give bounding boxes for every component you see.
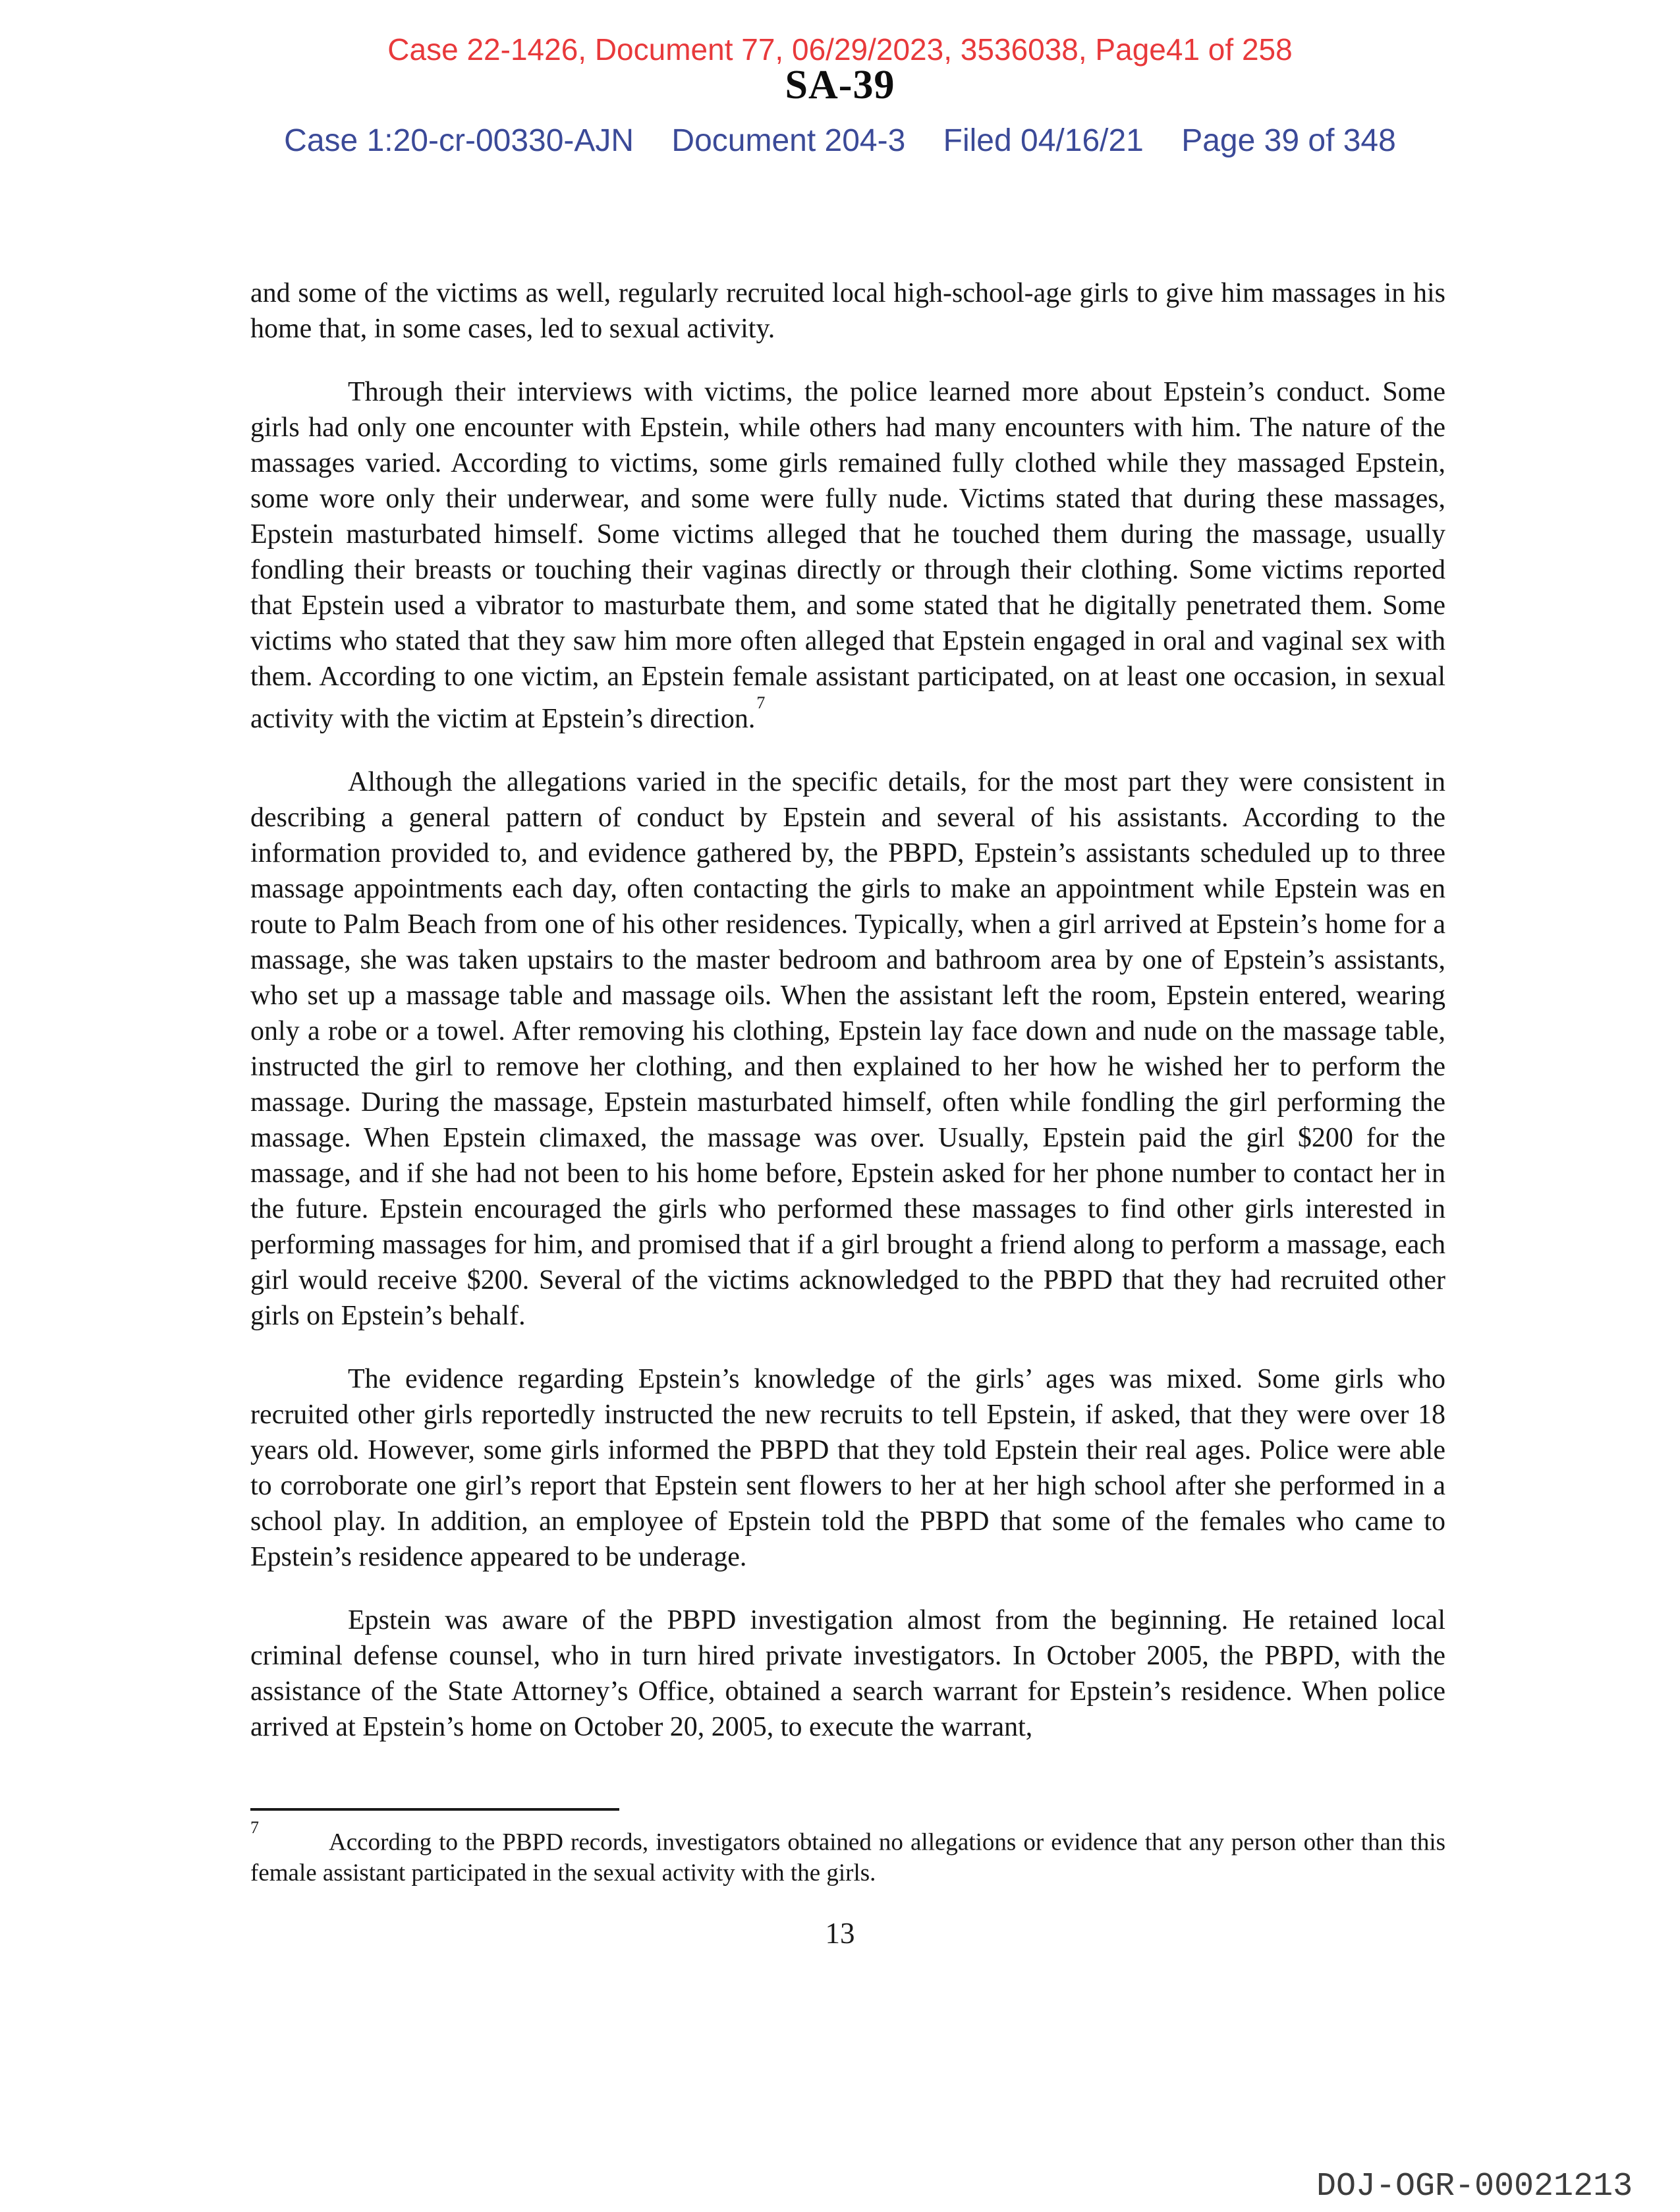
district-case-header — [0, 124, 1680, 159]
paragraph-allegations — [250, 764, 1445, 1334]
footnote — [250, 1820, 1445, 1888]
page-number: 13 — [825, 1917, 855, 1950]
footnote-reference-7: 7 — [756, 693, 766, 712]
footnote-text: According to the PBPD records, investigators obtained no allegations or evidence that any person other than this female assistant participated in the sexual activity with the girls. — [250, 1829, 1445, 1887]
paragraph-text: Although the allegations varied in the specific details, for the most part they were consistent in describing a general pattern of conduct by Epstein and several of his assistants. According to the information provided to, and evidence gathered by, the PBPD, Epstein’s assistants scheduled up to three massage appointments each day, often contacting the girls to make an appointment while Epstein was en route to Palm Beach from one of his other residences. Typically, when a girl arrived at Epstein’s home for a massage, she was taken upstairs to the master bedroom and bathroom area by one of Epstein’s assistants, who set up a massage table and massage oils. When the assistant left the room, Epstein entered, wearing only a robe or a towel. After removing his clothing, Epstein lay face down and nude on the massage table, instructed the girl to remove her clothing, and then explained to her how he wished her to perform the massage. During the massage, Epstein masturbated himself, often while fondling the girl performing the massage. When Epstein climaxed, the massage was over. Usually, Epstein paid the girl $200 for the massage, and if she had not been to his home before, Epstein asked for her phone number to contact her in the future. Epstein encouraged the girls who performed these massages to find other girls interested in performing massages for him, and promised that if a girl brought a friend along to perform a massage, each girl would receive $200. Several of the victims acknowledged to the PBPD that they had recruited other girls on Epstein’s behalf. — [250, 767, 1445, 1331]
footnote-separator-rule — [250, 1808, 619, 1811]
paragraph-interviews — [250, 374, 1445, 737]
paragraph-text: Through their interviews with victims, the police learned more about Epstein’s conduct. Some girls had only one encounter with Epstein, while others had many encounters with him. The nature of the massages varied. According to victims, some girls remained fully clothed while they massaged Epstein, some wore only their underwear, and some were fully nude. Victims stated that during these massages, Epstein masturbated himself. Some victims alleged that he touched them during the massage, usually fondling their breasts or touching their vaginas directly or through their clothing. Some victims reported that Epstein used a vibrator to masturbate them, and some stated that he digitally penetrated them. Some victims who stated that they saw him more often alleged that Epstein engaged in oral and vaginal sex with them. According to one victim, an Epstein female assistant participated, on at least one occasion, in sexual activity with the victim at Epstein’s direction. — [250, 377, 1445, 734]
paragraph-text: Epstein was aware of the PBPD investigation almost from the beginning. He retained local criminal defense counsel, who in turn hired private investigators. In October 2005, the PBPD, with the assistance of the State Attorney’s Office, obtained a search warrant for Epstein’s residence. When police arrived at Epstein’s home on October 20, 2005, to execute the warrant, — [250, 1605, 1445, 1742]
body-text — [250, 275, 1445, 1772]
district-document-number: Document 204-3 — [671, 123, 906, 158]
paragraph-text: and some of the victims as well, regularly recruited local high-school-age girls to give him massages in his home that, in some cases, led to sexual activity. — [250, 278, 1445, 344]
paragraph-investigation — [250, 1602, 1445, 1745]
district-page-number: Page 39 of 348 — [1181, 123, 1396, 158]
district-filed-date: Filed 04/16/21 — [943, 123, 1144, 158]
footnote-marker: 7 — [250, 1818, 259, 1837]
paragraph-continuation — [250, 275, 1445, 347]
paragraph-evidence-ages — [250, 1361, 1445, 1575]
appellate-case-header: Case 22-1426, Document 77, 06/29/2023, 3536038, Page41 of 258 — [387, 32, 1293, 67]
district-case-number: Case 1:20-cr-00330-AJN — [284, 123, 634, 158]
paragraph-text: The evidence regarding Epstein’s knowledge of the girls’ ages was mixed. Some girls who recruited other girls reportedly instructed the new recruits to tell Epstein, if asked, that they were over 18 years old. However, some girls informed the PBPD that they told Epstein their real ages. Police were able to corroborate one girl’s report that Epstein sent flowers to her at her high school after she performed in a school play. In addition, an employee of Epstein told the PBPD that some of the females who came to Epstein’s residence appeared to be underage. — [250, 1364, 1445, 1572]
bates-stamp: DOJ-OGR-00021213 — [1316, 2168, 1633, 2205]
appendix-page-label: SA-39 — [785, 63, 895, 107]
